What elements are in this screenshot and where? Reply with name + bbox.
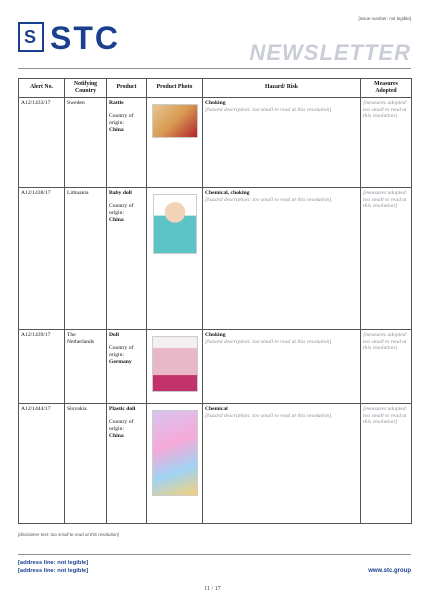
- hazard-description: [hazard description: too small to read at this resolution]: [205, 106, 332, 113]
- footer-divider: [18, 554, 411, 555]
- origin-label: Country of origin:: [109, 419, 134, 433]
- product-name: Baby doll: [109, 189, 132, 196]
- footer-website-link[interactable]: www.stc.group: [368, 568, 411, 574]
- country-cell: Slovakia: [65, 403, 107, 523]
- origin-country: China: [109, 126, 124, 133]
- alert-no-cell: A12/1438/17: [19, 187, 65, 329]
- table-row: [19, 329, 412, 403]
- header-product: Product: [107, 79, 147, 98]
- hazard-title: Chemical: [205, 405, 228, 412]
- header-divider: [18, 68, 411, 69]
- hazard-description: [hazard description: too small to read at this resolution]: [205, 196, 332, 203]
- header-notifying-country: Notifying Country: [65, 79, 107, 98]
- product-photo-cell: [147, 403, 203, 523]
- header-product-photo: Product Photo: [147, 79, 203, 98]
- product-photo-cell: [147, 329, 203, 403]
- product-cell: [107, 97, 147, 187]
- newsletter-header: [0, 0, 425, 76]
- header-alert-no: Alert No.: [19, 79, 65, 98]
- country-cell: Sweden: [65, 97, 107, 187]
- alert-no-cell: A12/1444/17: [19, 403, 65, 523]
- table-row: [19, 403, 412, 523]
- hazard-cell: [203, 187, 361, 329]
- plastic-doll-product-photo: [152, 410, 198, 496]
- measures-cell: [measures adopted: too small to read at this resolution]: [361, 97, 412, 187]
- footer-address: [18, 560, 88, 576]
- alert-no-cell: A12/1433/17: [19, 97, 65, 187]
- hazard-title: Choking: [205, 99, 226, 106]
- measures-cell: [measures adopted: too small to read at this resolution]: [361, 329, 412, 403]
- hazard-description: [hazard description: too small to read at this resolution]: [205, 338, 332, 345]
- baby-doll-product-photo: [153, 194, 197, 254]
- origin-country: China: [109, 216, 124, 223]
- hazard-title: Choking: [205, 331, 226, 338]
- header-hazard-risk: Hazard/ Risk: [203, 79, 361, 98]
- measures-cell: [measures adopted: too small to read at this resolution]: [361, 403, 412, 523]
- country-cell: Lithuania: [65, 187, 107, 329]
- hazard-cell: [203, 97, 361, 187]
- alerts-table: [18, 78, 412, 524]
- product-cell: [107, 329, 147, 403]
- product-photo-cell: [147, 97, 203, 187]
- product-cell: [107, 403, 147, 523]
- origin-label: Country of origin:: [109, 113, 134, 127]
- hazard-cell: [203, 329, 361, 403]
- page-number: 11 / 17: [204, 586, 221, 592]
- origin-country: Germany: [109, 358, 132, 365]
- address-line-1: [address line: not legible]: [18, 560, 89, 566]
- doll-product-photo: [152, 336, 198, 392]
- product-name: Plastic doll: [109, 405, 136, 412]
- origin-label: Country of origin:: [109, 345, 134, 359]
- country-cell: The Netherlands: [65, 329, 107, 403]
- product-cell: [107, 187, 147, 329]
- address-line-2: [address line: not legible]: [18, 567, 89, 574]
- stc-logo-icon: S: [18, 22, 44, 52]
- hazard-cell: [203, 403, 361, 523]
- origin-country: China: [109, 432, 124, 439]
- product-name: Rattle: [109, 99, 124, 106]
- product-photo-cell: [147, 187, 203, 329]
- issue-number: [issue number: not legible]: [358, 16, 411, 21]
- table-row: [19, 97, 412, 187]
- stc-logo-text: STC: [50, 20, 120, 56]
- alert-no-cell: A12/1439/17: [19, 329, 65, 403]
- rattle-product-photo: [152, 104, 198, 138]
- header-measures-adopted: Measures Adopted: [361, 79, 412, 98]
- table-row: [19, 187, 412, 329]
- hazard-description: [hazard description: too small to read at this resolution]: [205, 412, 332, 419]
- table-header-row: [19, 79, 412, 98]
- product-name: Doll: [109, 331, 119, 338]
- newsletter-title: NEWSLETTER: [249, 40, 411, 65]
- origin-label: Country of origin:: [109, 203, 134, 217]
- footer-disclaimer: [disclaimer text: too small to read at this resolution]: [18, 532, 120, 537]
- measures-cell: [measures adopted: too small to read at this resolution]: [361, 187, 412, 329]
- hazard-title: Chemical, choking: [205, 189, 250, 196]
